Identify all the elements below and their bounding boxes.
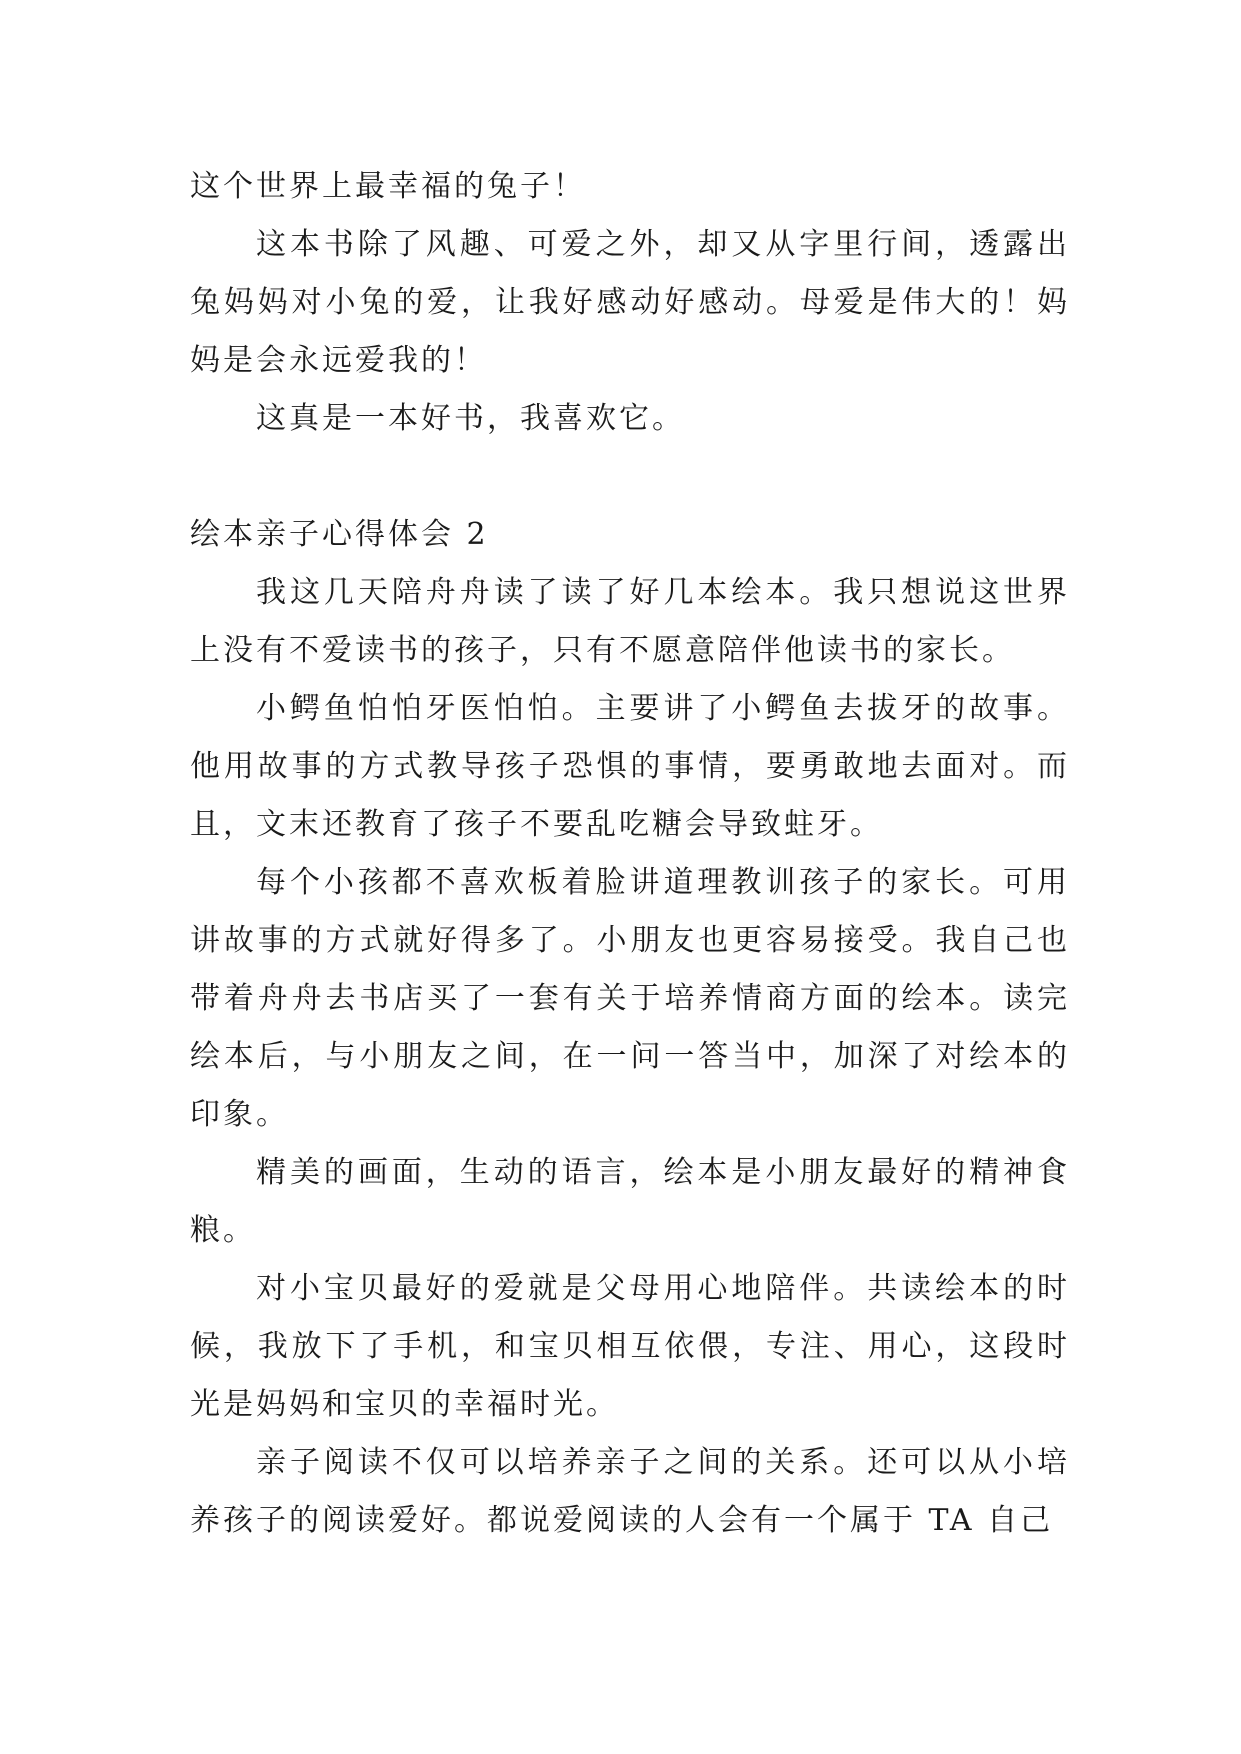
section-heading: 绘本亲子心得体会 2 bbox=[190, 517, 489, 552]
paragraph: 小鳄鱼怕怕牙医怕怕。主要讲了小鳄鱼去拔牙的故事。他用故事的方式教导孩子恐惧的事情，要勇敢地去面对。而且，文末还教育了孩子不要乱吃糖会导致蛀牙。 bbox=[190, 691, 1070, 842]
paragraph: 对小宝贝最好的爱就是父母用心地陪伴。共读绘本的时候，我放下了手机，和宝贝相互依偎，专注、用心，这段时光是妈妈和宝贝的幸福时光。 bbox=[190, 1271, 1070, 1422]
paragraph: 这真是一本好书，我喜欢它。 bbox=[256, 401, 685, 436]
document-body bbox=[190, 158, 1070, 1550]
paragraph: 精美的画面，生动的语言，绘本是小朋友最好的精神食粮。 bbox=[190, 1155, 1070, 1248]
paragraph: 这个世界上最幸福的兔子！ bbox=[190, 169, 586, 204]
paragraph: 我这几天陪舟舟读了读了好几本绘本。我只想说这世界上没有不爱读书的孩子，只有不愿意陪伴他读书的家长。 bbox=[190, 575, 1070, 668]
paragraph: 这本书除了风趣、可爱之外，却又从字里行间，透露出兔妈妈对小兔的爱，让我好感动好感动。母爱是伟大的！妈妈是会永远爱我的！ bbox=[190, 227, 1070, 378]
paragraph: 每个小孩都不喜欢板着脸讲道理教训孩子的家长。可用讲故事的方式就好得多了。小朋友也更容易接受。我自己也带着舟舟去书店买了一套有关于培养情商方面的绘本。读完绘本后，与小朋友之间，在一问一答当中，加深了对绘本的印象。 bbox=[190, 865, 1070, 1132]
paragraph: 亲子阅读不仅可以培养亲子之间的关系。还可以从小培养孩子的阅读爱好。都说爱阅读的人会有一个属于 TA 自己 bbox=[190, 1445, 1070, 1538]
